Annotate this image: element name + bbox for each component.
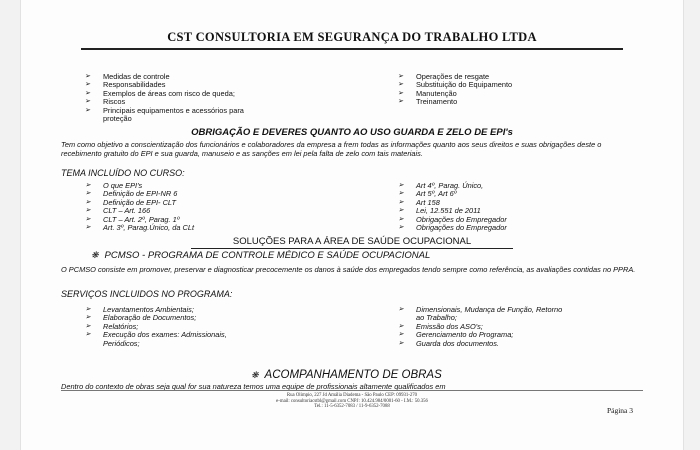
list-item: ➢ Art 158 xyxy=(398,197,440,207)
list-item: ➢ Responsabilidades xyxy=(85,80,166,90)
list-item: ➢ Art. 3º, Parag.Único, da CLt xyxy=(85,223,195,233)
document-page xyxy=(20,0,684,450)
list-item: ➢ Dimensionais, Mudança de Função, Retorno xyxy=(398,305,563,314)
header-divider xyxy=(81,48,623,50)
list-item-continuation: proteção xyxy=(103,114,132,124)
list-item: ➢ Elaboração de Documentos; xyxy=(85,313,197,323)
obras-title-text: ACOMPANHAMENTO DE OBRAS xyxy=(264,369,442,381)
topics-list-right xyxy=(394,73,634,107)
epi-description: Tem como objetivo a conscientização dos funcionários e colaboradores da empresa a frem todas as informações quanto aos seus direitos e suas obrigações deste o recebimento gratuito do EPI e sua guarda, manuseio e as sanções em lei pela falta de zelo com tais materiais. xyxy=(61,140,602,158)
list-item-continuation: Periódicos; xyxy=(103,338,140,348)
obras-title xyxy=(251,369,442,381)
services-list-right xyxy=(394,306,634,348)
list-item: ➢ CLT – Art. 166 xyxy=(85,206,151,216)
footer-phone: Tel.: 11-5-6352-7083 / 11-9-6352-7088 xyxy=(314,404,390,410)
list-item: ➢ Riscos xyxy=(85,97,126,107)
list-item: ➢ Definição de EPI-NR 6 xyxy=(85,189,178,199)
list-item: ➢ Medidas de controle xyxy=(85,72,170,81)
list-item: ➢ Lei, 12.551 de 2011 xyxy=(398,206,481,216)
gear-bullet-icon: ❋ xyxy=(91,250,99,260)
footer-divider xyxy=(61,390,643,391)
gear-bullet-icon: ❋ xyxy=(251,370,259,380)
list-item: ➢ Relatórios; xyxy=(85,321,139,331)
list-item: ➢ Art 5º, Art 6º xyxy=(398,189,457,199)
list-item: ➢ Treinamento xyxy=(398,97,458,107)
epi-section-title: OBRIGAÇÃO E DEVERES QUANTO AO USO GUARDA E ZELO DE EPI's xyxy=(191,127,513,138)
footer-address: Rua Olimpio, 227 Jd Amália Diadema - São Paulo CEP: 09931-270 xyxy=(286,393,418,398)
list-item: ➢ Principais equipamentos e acessórios para xyxy=(85,105,244,115)
course-list-right xyxy=(394,182,634,232)
course-topics-title: TEMA INCLUÍDO NO CURSO: xyxy=(61,168,185,178)
topics-list-left xyxy=(81,73,341,123)
list-item-continuation: ao Trabalho; xyxy=(416,313,457,323)
list-item: ➢ Levantamentos Ambientais; xyxy=(85,305,194,314)
list-item: ➢ Emissão dos ASO's; xyxy=(398,321,483,331)
list-item: ➢ Exemplos de áreas com risco de queda; xyxy=(85,88,235,98)
list-item: ➢ Execução dos exames: Admissionais, xyxy=(85,330,227,340)
pcmso-title-text: PCMSO - PROGRAMA DE CONTROLE MÉDICO E SAÚDE OCUPACIONAL xyxy=(104,250,431,261)
obras-description: Dentro do contexto de obras seja qual for sua natureza temos uma equipe de profissionais altamente qualificados em xyxy=(61,382,446,391)
list-item: ➢ Guarda dos documentos. xyxy=(398,338,499,348)
list-item: ➢ Obrigações do Empregador xyxy=(398,214,507,224)
pcmso-description: O PCMSO consiste em promover, preservar e diagnosticar precocemente os danos à saúde dos empregados tendo sempre como referência, as avaliações contidas no PPRA. xyxy=(61,265,636,274)
list-item: ➢ CLT – Art. 2º, Parag. 1º xyxy=(85,214,180,224)
solutions-underline xyxy=(191,248,513,249)
solutions-title: SOLUÇÕES PARA A ÁREA DE SAÚDE OCUPACIONAL xyxy=(232,236,472,247)
list-item: ➢ Manutenção xyxy=(398,88,457,98)
list-item: ➢ Operações de resgate xyxy=(398,72,490,81)
footer-contact xyxy=(61,393,643,410)
list-item: ➢ Definição de EPI- CLT xyxy=(85,197,176,207)
list-item: ➢ Art 4º, Parag. Único, xyxy=(398,181,484,190)
company-header: CST CONSULTORIA EM SEGURANÇA DO TRABALHO LTDA xyxy=(167,30,537,44)
list-item: ➢ Obrigações do Empregador xyxy=(398,223,507,233)
list-item: ➢ Substituição do Equipamento xyxy=(398,80,513,90)
course-list-left xyxy=(81,182,341,232)
pcmso-title xyxy=(91,250,430,261)
services-list-left xyxy=(81,306,341,348)
services-title: SERVIÇOS INCLUIDOS NO PROGRAMA: xyxy=(61,289,233,299)
footer-email: e-mail: consultoriacstbl@gmail.com CNPJ: 10.424.984/0001-60 - I.M.: 50.356 xyxy=(276,398,428,404)
page-number: Página 3 xyxy=(606,406,633,415)
list-item: ➢ Gerenciamento do Programa; xyxy=(398,330,514,340)
list-item: ➢ O que EPI's xyxy=(85,181,143,190)
